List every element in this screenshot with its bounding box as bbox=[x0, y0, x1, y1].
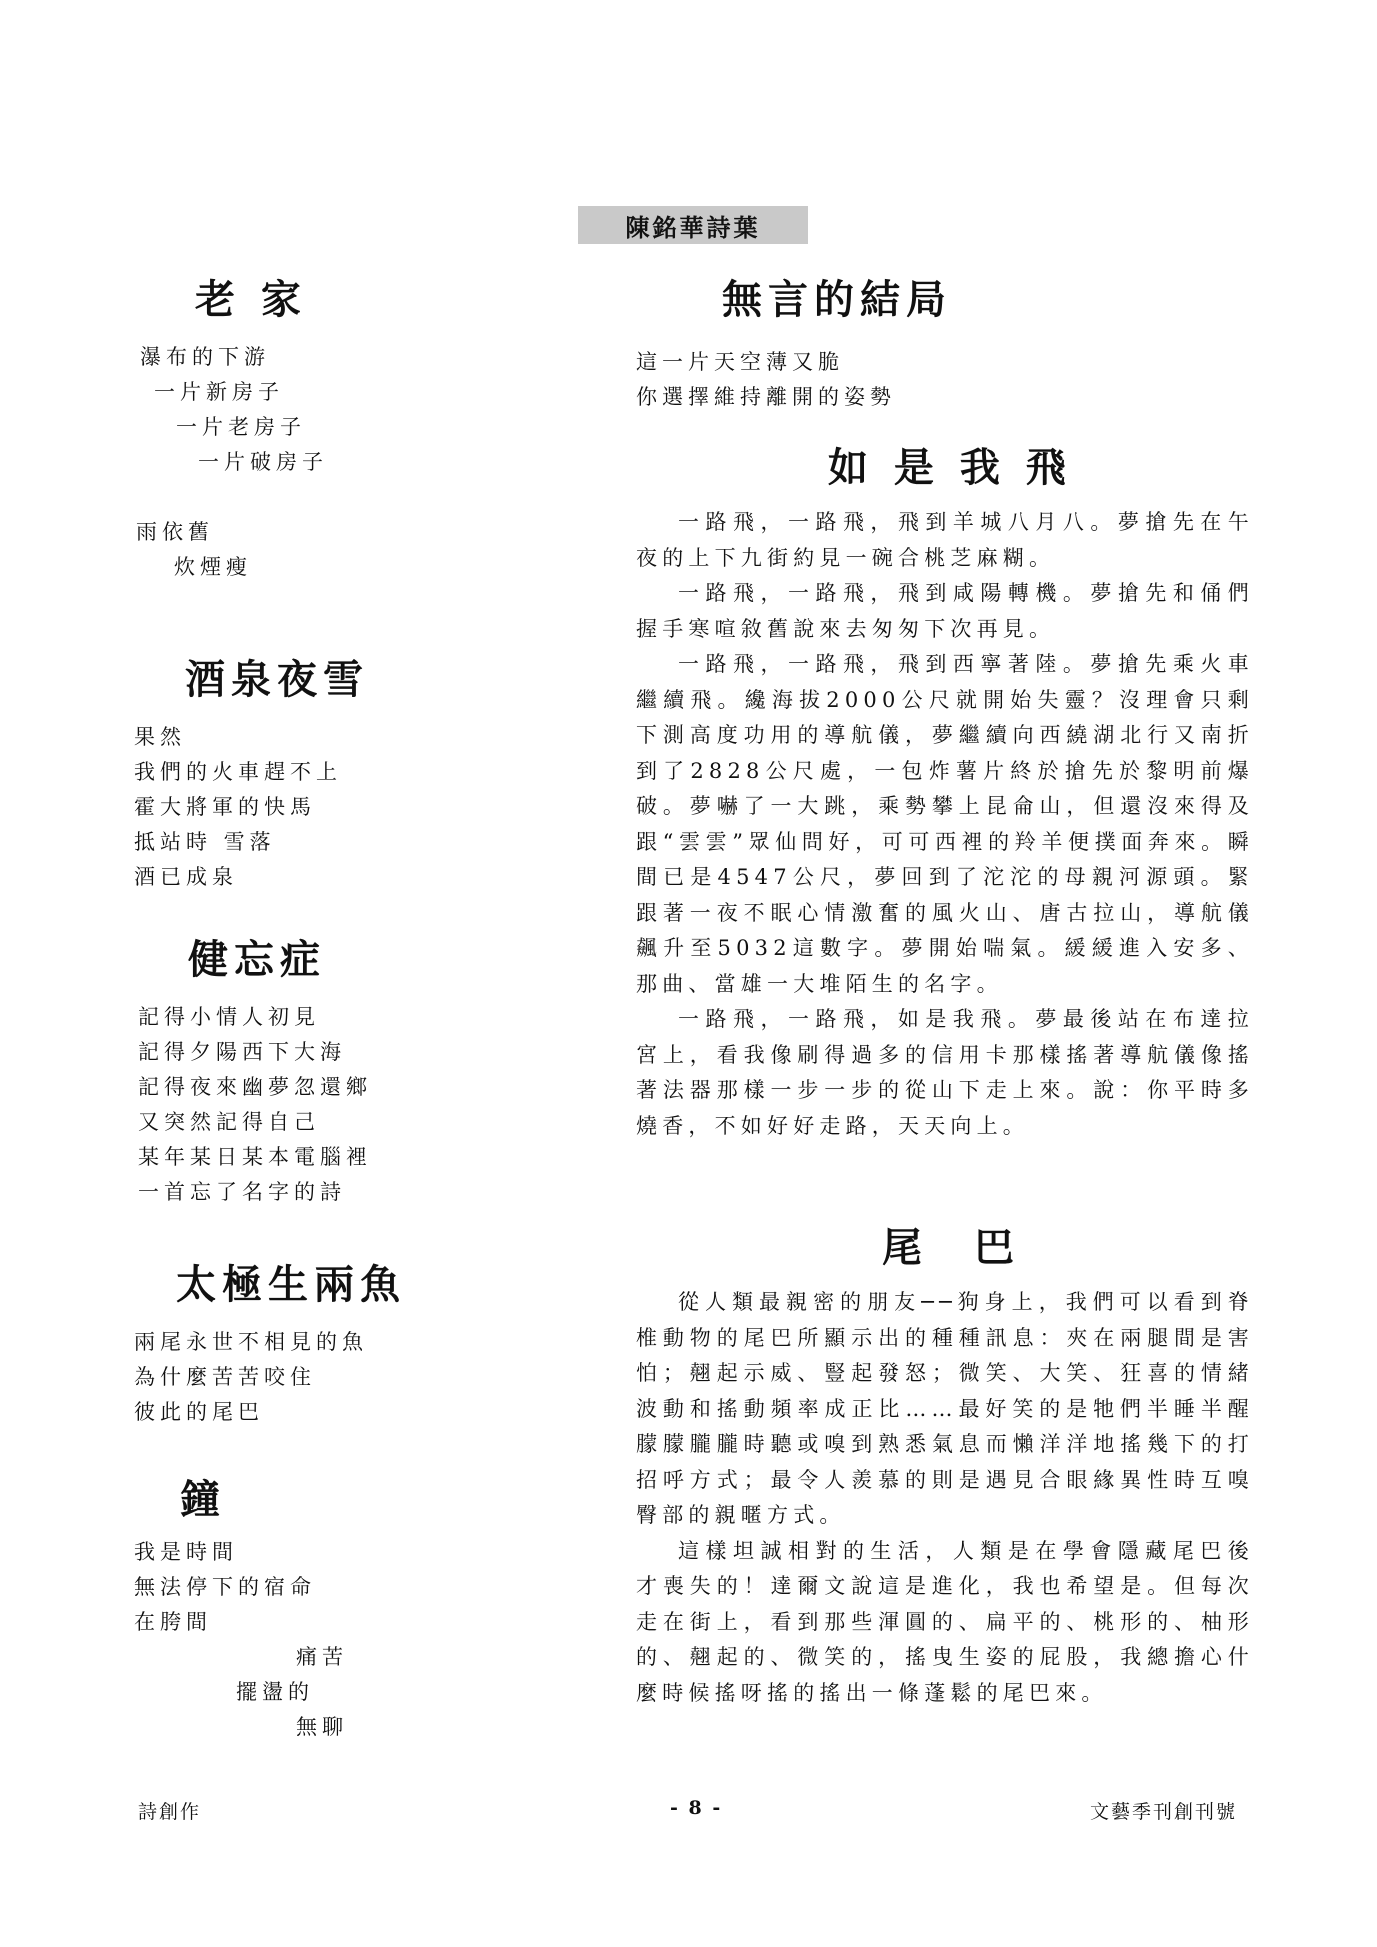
poem-body-amnesia bbox=[138, 1000, 372, 1210]
paragraph: 一路飛，一路飛，如是我飛。夢最後站在布達拉宮上，看我像刷得過多的信用卡那樣搖著導航儀像搖著法器那樣一步一步的從山下走上來。說：你平時多燒香，不如好好走路，天天向上。 bbox=[636, 1007, 1254, 1138]
page-number: - 8 - bbox=[670, 1797, 723, 1819]
poem-line: 抵站時 雪落 bbox=[134, 830, 276, 854]
poem-body-thus-i-fly bbox=[636, 505, 1254, 1144]
poem-line: 雨依舊 bbox=[136, 520, 214, 544]
poem-body-tail bbox=[636, 1285, 1254, 1711]
poem-body-old-home bbox=[136, 340, 328, 585]
poem-title-tail: 尾 巴 bbox=[882, 1224, 1020, 1271]
poem-line: 無聊 bbox=[296, 1715, 348, 1739]
poem-line: 一片老房子 bbox=[176, 415, 306, 439]
poem-title-clock: 鐘 bbox=[180, 1476, 226, 1523]
poem-line: 我們的火車趕不上 bbox=[134, 760, 342, 784]
poem-body-wordless-ending bbox=[636, 345, 896, 415]
poem-body-two-fish bbox=[134, 1325, 368, 1430]
poem-line: 又突然記得自己 bbox=[138, 1110, 320, 1134]
paragraph: 這樣坦誠相對的生活，人類是在學會隱藏尾巴後才喪失的！達爾文說這是進化，我也希望是。但每次走在街上，看到那些渾圓的、扁平的、桃形的、柚形的、翹起的、微笑的，搖曳生姿的屁股，我總擔心什麼時候搖呀搖的搖出一條蓬鬆的尾巴來。 bbox=[636, 1538, 1254, 1705]
poem-line-blank bbox=[140, 480, 328, 515]
poem-line: 一片破房子 bbox=[198, 450, 328, 474]
poem-line: 記得夜來幽夢忽還鄉 bbox=[138, 1075, 372, 1099]
poem-line: 果然 bbox=[134, 725, 186, 749]
poem-line: 我是時間 bbox=[134, 1540, 238, 1564]
poem-line: 某年某日某本電腦裡 bbox=[138, 1145, 372, 1169]
poem-title-amnesia: 健忘症 bbox=[188, 936, 326, 983]
poem-title-thus-i-fly: 如 是 我 飛 bbox=[828, 444, 1072, 491]
poem-line: 為什麼苦苦咬住 bbox=[134, 1365, 316, 1389]
footer-left: 詩創作 bbox=[138, 1801, 202, 1823]
poem-line: 這一片天空薄又脆 bbox=[636, 350, 844, 374]
paragraph: 一路飛，一路飛，飛到西寧著陸。夢搶先乘火車繼續飛。纔海拔2000公尺就開始失靈？沒理會只剩下測高度功用的導航儀，夢繼續向西繞湖北行又南折到了2828公尺處，一包炸薯片終於搶先於黎明前爆破。夢嚇了一大跳，乘勢攀上昆侖山，但還沒來得及跟“雲雲”眾仙問好，可可西裡的羚羊便撲面奔來。瞬間已是4547公尺，夢回到了沱沱的母親河源頭。緊跟著一夜不眠心情激奮的風火山、唐古拉山，導航儀飆升至5032這數字。夢開始喘氣。緩緩進入安多、那曲、當雄一大堆陌生的名字。 bbox=[636, 652, 1254, 996]
poem-title-old-home: 老 家 bbox=[195, 276, 307, 323]
poem-line: 炊煙瘦 bbox=[174, 555, 252, 579]
poem-line: 你選擇維持離開的姿勢 bbox=[636, 385, 896, 409]
poem-title-two-fish: 太極生兩魚 bbox=[176, 1261, 406, 1308]
poem-line: 擺盪的 bbox=[236, 1680, 314, 1704]
poem-line: 一片新房子 bbox=[154, 380, 284, 404]
poem-body-clock bbox=[134, 1535, 434, 1745]
footer-right: 文藝季刊創刊號 bbox=[1090, 1801, 1238, 1823]
poem-line: 痛苦 bbox=[296, 1645, 348, 1669]
poem-line: 無法停下的宿命 bbox=[134, 1575, 316, 1599]
paragraph: 一路飛，一路飛，飛到羊城八月八。夢搶先在午夜的上下九街約見一碗合桃芝麻糊。 bbox=[636, 510, 1254, 570]
poem-line: 一首忘了名字的詩 bbox=[138, 1180, 346, 1204]
poem-title-jiuquan-snow: 酒泉夜雪 bbox=[185, 656, 369, 703]
poem-title-wordless-ending: 無言的結局 bbox=[722, 276, 952, 323]
poem-body-jiuquan-snow bbox=[134, 720, 342, 895]
poem-line: 在胯間 bbox=[134, 1610, 212, 1634]
poem-line: 兩尾永世不相見的魚 bbox=[134, 1330, 368, 1354]
paragraph: 一路飛，一路飛，飛到咸陽轉機。夢搶先和俑們握手寒喧敘舊說來去匆匆下次再見。 bbox=[636, 581, 1254, 641]
poem-line: 瀑布的下游 bbox=[140, 345, 270, 369]
poem-line: 記得小情人初見 bbox=[138, 1005, 320, 1029]
poem-line: 酒已成泉 bbox=[134, 865, 238, 889]
poem-line: 彼此的尾巴 bbox=[134, 1400, 264, 1424]
poem-line: 記得夕陽西下大海 bbox=[138, 1040, 346, 1064]
paragraph: 從人類最親密的朋友──狗身上，我們可以看到脊椎動物的尾巴所顯示出的種種訊息：夾在兩腿間是害怕；翹起示威、豎起發怒；微笑、大笑、狂喜的情緒波動和搖動頻率成正比……最好笑的是牠們半睡半醒朦朦朧朧時聽或嗅到熟悉氣息而懶洋洋地搖幾下的打招呼方式；最令人羨慕的則是遇見合眼緣異性時互嗅臀部的親暱方式。 bbox=[636, 1290, 1254, 1527]
poem-line: 霍大將軍的快馬 bbox=[134, 795, 316, 819]
series-title: 陳銘華詩葉 bbox=[578, 206, 808, 244]
